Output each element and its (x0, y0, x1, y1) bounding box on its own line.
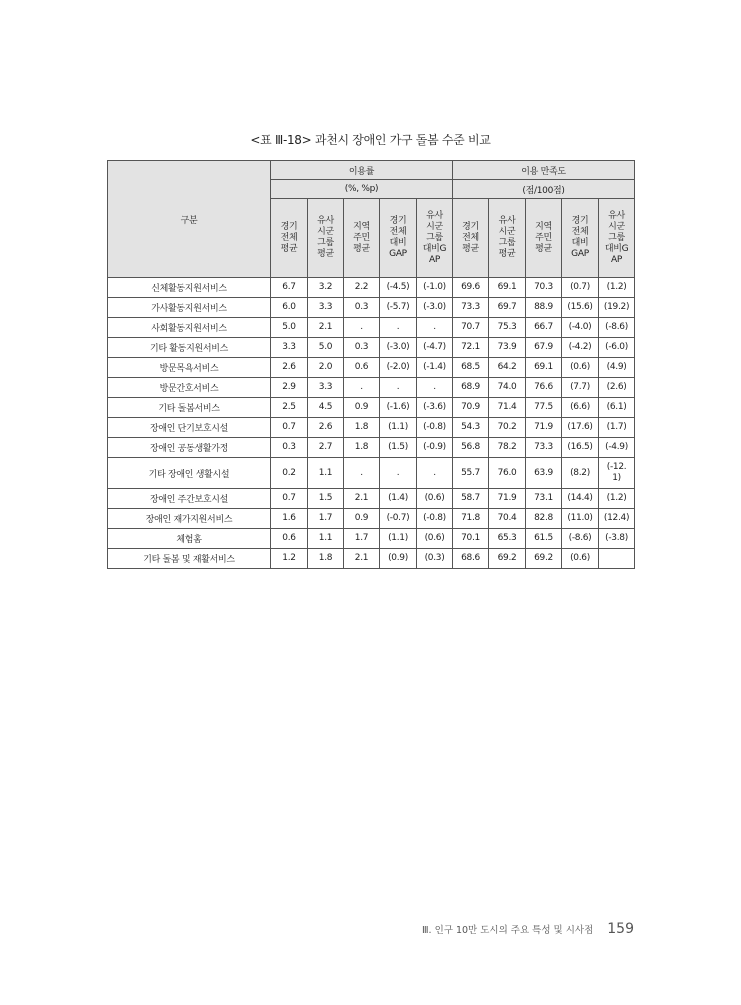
table-cell: 82.8 (526, 509, 562, 529)
table-cell: (1.2) (599, 278, 635, 298)
table-cell: 68.9 (453, 378, 489, 398)
row-label: 기타 활동지원서비스 (108, 338, 271, 358)
table-cell: 69.2 (526, 549, 562, 569)
row-label: 장애인 재가지원서비스 (108, 509, 271, 529)
table-cell: (-3.8) (599, 529, 635, 549)
row-label: 장애인 공동생활가정 (108, 438, 271, 458)
table-cell: (6.1) (599, 398, 635, 418)
table-cell: (-4.5) (380, 278, 417, 298)
table-cell: (-6.0) (599, 338, 635, 358)
table-cell: 3.3 (308, 378, 344, 398)
row-label: 방문목욕서비스 (108, 358, 271, 378)
table-cell: 2.2 (344, 278, 380, 298)
table-cell: 76.0 (489, 458, 526, 489)
row-label: 기타 돌봄 및 재활서비스 (108, 549, 271, 569)
table-cell: 71.9 (526, 418, 562, 438)
table-cell: 2.9 (271, 378, 308, 398)
table-cell: 70.2 (489, 418, 526, 438)
table-cell: (12.4) (599, 509, 635, 529)
table-cell: 68.5 (453, 358, 489, 378)
table-cell: (-0.9) (417, 438, 453, 458)
table-cell: 61.5 (526, 529, 562, 549)
row-label: 사회활동지원서비스 (108, 318, 271, 338)
table-cell: 3.3 (271, 338, 308, 358)
table-row (108, 489, 635, 509)
column-header: 지역 주민 평균 (344, 199, 380, 278)
table-cell: 69.1 (489, 278, 526, 298)
table-row (108, 529, 635, 549)
table-cell: . (344, 318, 380, 338)
column-header: 경기 전체 대비 GAP (380, 199, 417, 278)
table-cell: (-4.2) (562, 338, 599, 358)
table-cell: (-3.6) (417, 398, 453, 418)
row-label: 신체활동지원서비스 (108, 278, 271, 298)
table-cell: 0.2 (271, 458, 308, 489)
table-cell: . (344, 378, 380, 398)
table-cell: (-0.8) (417, 418, 453, 438)
table-cell: . (344, 458, 380, 489)
table-cell: 5.0 (271, 318, 308, 338)
table-cell: 1.8 (344, 418, 380, 438)
table-cell: 68.6 (453, 549, 489, 569)
column-header: 유사 시군 그룹 대비G AP (417, 199, 453, 278)
row-label: 기타 장애인 생활시설 (108, 458, 271, 489)
table-cell: 55.7 (453, 458, 489, 489)
table-cell: 2.6 (308, 418, 344, 438)
table-cell: (1.1) (380, 529, 417, 549)
table-cell: 2.7 (308, 438, 344, 458)
table-row (108, 358, 635, 378)
table-cell: 71.8 (453, 509, 489, 529)
table-cell: (1.5) (380, 438, 417, 458)
table-cell: 1.8 (344, 438, 380, 458)
table-cell: 1.1 (308, 458, 344, 489)
table-cell: (-8.6) (599, 318, 635, 338)
table-row (108, 509, 635, 529)
table-cell: 78.2 (489, 438, 526, 458)
table-cell: 75.3 (489, 318, 526, 338)
table-cell: 64.2 (489, 358, 526, 378)
table-cell: 0.9 (344, 509, 380, 529)
table-cell: 0.3 (344, 338, 380, 358)
table-title: <표 Ⅲ-18> 과천시 장애인 가구 돌봄 수준 비교 (250, 133, 491, 147)
table-cell: 58.7 (453, 489, 489, 509)
table-cell: (14.4) (562, 489, 599, 509)
table-cell: (15.6) (562, 298, 599, 318)
table-cell: (0.6) (417, 529, 453, 549)
table-cell: (1.2) (599, 489, 635, 509)
table-cell: (1.7) (599, 418, 635, 438)
table-cell: (-3.0) (417, 298, 453, 318)
table-cell: (-5.7) (380, 298, 417, 318)
column-header: 지역 주민 평균 (526, 199, 562, 278)
table-cell: 0.3 (344, 298, 380, 318)
table-cell: (-0.7) (380, 509, 417, 529)
row-label: 체험홈 (108, 529, 271, 549)
table-row (108, 378, 635, 398)
table-cell: 1.1 (308, 529, 344, 549)
header-satisfaction-unit: (점/100점) (453, 180, 635, 199)
table-cell: (-4.0) (562, 318, 599, 338)
column-header: 경기 전체 평균 (271, 199, 308, 278)
table-cell: 74.0 (489, 378, 526, 398)
table-cell (599, 549, 635, 569)
table-cell: 73.1 (526, 489, 562, 509)
table-cell: 2.1 (308, 318, 344, 338)
table-cell: 3.2 (308, 278, 344, 298)
header-usage-unit: (%, %p) (271, 180, 453, 199)
table-cell: 65.3 (489, 529, 526, 549)
table-cell: 69.2 (489, 549, 526, 569)
table-cell: (-2.0) (380, 358, 417, 378)
row-label: 장애인 주간보호시설 (108, 489, 271, 509)
table-cell: 2.5 (271, 398, 308, 418)
table-cell: . (417, 318, 453, 338)
table-row (108, 438, 635, 458)
page-footer (380, 921, 634, 937)
table-cell: 73.3 (526, 438, 562, 458)
table-cell: (0.3) (417, 549, 453, 569)
table-cell: 1.7 (308, 509, 344, 529)
table-cell: 3.3 (308, 298, 344, 318)
table-cell: 63.9 (526, 458, 562, 489)
row-label: 가사활동지원서비스 (108, 298, 271, 318)
table-cell: 0.6 (271, 529, 308, 549)
table-cell: (0.7) (562, 278, 599, 298)
table-cell: (0.6) (562, 358, 599, 378)
table-cell: . (417, 378, 453, 398)
table-cell: 70.3 (526, 278, 562, 298)
header-satisfaction: 이용 만족도 (453, 161, 635, 180)
table-cell: 70.4 (489, 509, 526, 529)
table-cell: 6.7 (271, 278, 308, 298)
table-cell: 70.7 (453, 318, 489, 338)
table-cell: 4.5 (308, 398, 344, 418)
table-cell: 73.3 (453, 298, 489, 318)
table-row (108, 318, 635, 338)
table-cell: (1.1) (380, 418, 417, 438)
table-cell: (-1.4) (417, 358, 453, 378)
table-row (108, 278, 635, 298)
page-number: 159 (607, 921, 634, 937)
table-cell: 69.6 (453, 278, 489, 298)
table-cell: 67.9 (526, 338, 562, 358)
table-cell: 73.9 (489, 338, 526, 358)
column-header: 경기 전체 대비 GAP (562, 199, 599, 278)
table-cell: 1.5 (308, 489, 344, 509)
table-cell: 0.3 (271, 438, 308, 458)
table-cell: (17.6) (562, 418, 599, 438)
table-cell: 5.0 (308, 338, 344, 358)
table-cell: 2.6 (271, 358, 308, 378)
header-category: 구분 (108, 161, 271, 278)
table-cell: 77.5 (526, 398, 562, 418)
table-cell: (-12. 1) (599, 458, 635, 489)
table-cell: 69.1 (526, 358, 562, 378)
row-label: 방문간호서비스 (108, 378, 271, 398)
table-cell: (4.9) (599, 358, 635, 378)
table-row (108, 338, 635, 358)
table-row (108, 298, 635, 318)
table-cell: (0.6) (417, 489, 453, 509)
table-row (108, 398, 635, 418)
table-row (108, 418, 635, 438)
table-cell: 56.8 (453, 438, 489, 458)
table-row (108, 458, 635, 489)
table-cell: (7.7) (562, 378, 599, 398)
table-cell: 1.8 (308, 549, 344, 569)
table-cell: 1.6 (271, 509, 308, 529)
column-header: 유사 시군 그룹 대비G AP (599, 199, 635, 278)
table-cell: (11.0) (562, 509, 599, 529)
column-header: 유사 시군 그룹 평균 (308, 199, 344, 278)
table-row (108, 549, 635, 569)
table-cell: . (380, 458, 417, 489)
table-cell: 88.9 (526, 298, 562, 318)
table-cell: (16.5) (562, 438, 599, 458)
table-cell: 0.7 (271, 418, 308, 438)
table-cell: 1.2 (271, 549, 308, 569)
table-cell: 6.0 (271, 298, 308, 318)
header-usage: 이용률 (271, 161, 453, 180)
table-cell: . (417, 458, 453, 489)
table-cell: 71.9 (489, 489, 526, 509)
row-label: 기타 돌봄서비스 (108, 398, 271, 418)
table-cell: 0.7 (271, 489, 308, 509)
care-comparison-table (107, 160, 635, 569)
table-cell: (-1.0) (417, 278, 453, 298)
table-cell: 54.3 (453, 418, 489, 438)
table-cell: (-4.7) (417, 338, 453, 358)
table-cell: (-8.6) (562, 529, 599, 549)
table-cell: 69.7 (489, 298, 526, 318)
table-cell: (0.6) (562, 549, 599, 569)
table-cell: . (380, 378, 417, 398)
table-cell: 76.6 (526, 378, 562, 398)
table-cell: (19.2) (599, 298, 635, 318)
table-cell: 70.1 (453, 529, 489, 549)
table-cell: 66.7 (526, 318, 562, 338)
table-cell: (6.6) (562, 398, 599, 418)
column-header: 유사 시군 그룹 평균 (489, 199, 526, 278)
table-cell: 2.1 (344, 489, 380, 509)
column-header: 경기 전체 평균 (453, 199, 489, 278)
table-cell: (2.6) (599, 378, 635, 398)
table-cell: (-0.8) (417, 509, 453, 529)
table-cell: 70.9 (453, 398, 489, 418)
table-cell: 71.4 (489, 398, 526, 418)
table-cell: (-1.6) (380, 398, 417, 418)
table-cell: (0.9) (380, 549, 417, 569)
table-cell: 0.9 (344, 398, 380, 418)
table-cell: (-4.9) (599, 438, 635, 458)
table-cell: (1.4) (380, 489, 417, 509)
table-cell: (8.2) (562, 458, 599, 489)
footer-chapter: Ⅲ. 인구 10만 도시의 주요 특성 및 시사점 (421, 925, 594, 936)
table-cell: 2.1 (344, 549, 380, 569)
table-cell: 0.6 (344, 358, 380, 378)
table-cell: 2.0 (308, 358, 344, 378)
table-cell: 1.7 (344, 529, 380, 549)
table-cell: . (380, 318, 417, 338)
table-cell: (-3.0) (380, 338, 417, 358)
table-cell: 72.1 (453, 338, 489, 358)
row-label: 장애인 단기보호시설 (108, 418, 271, 438)
